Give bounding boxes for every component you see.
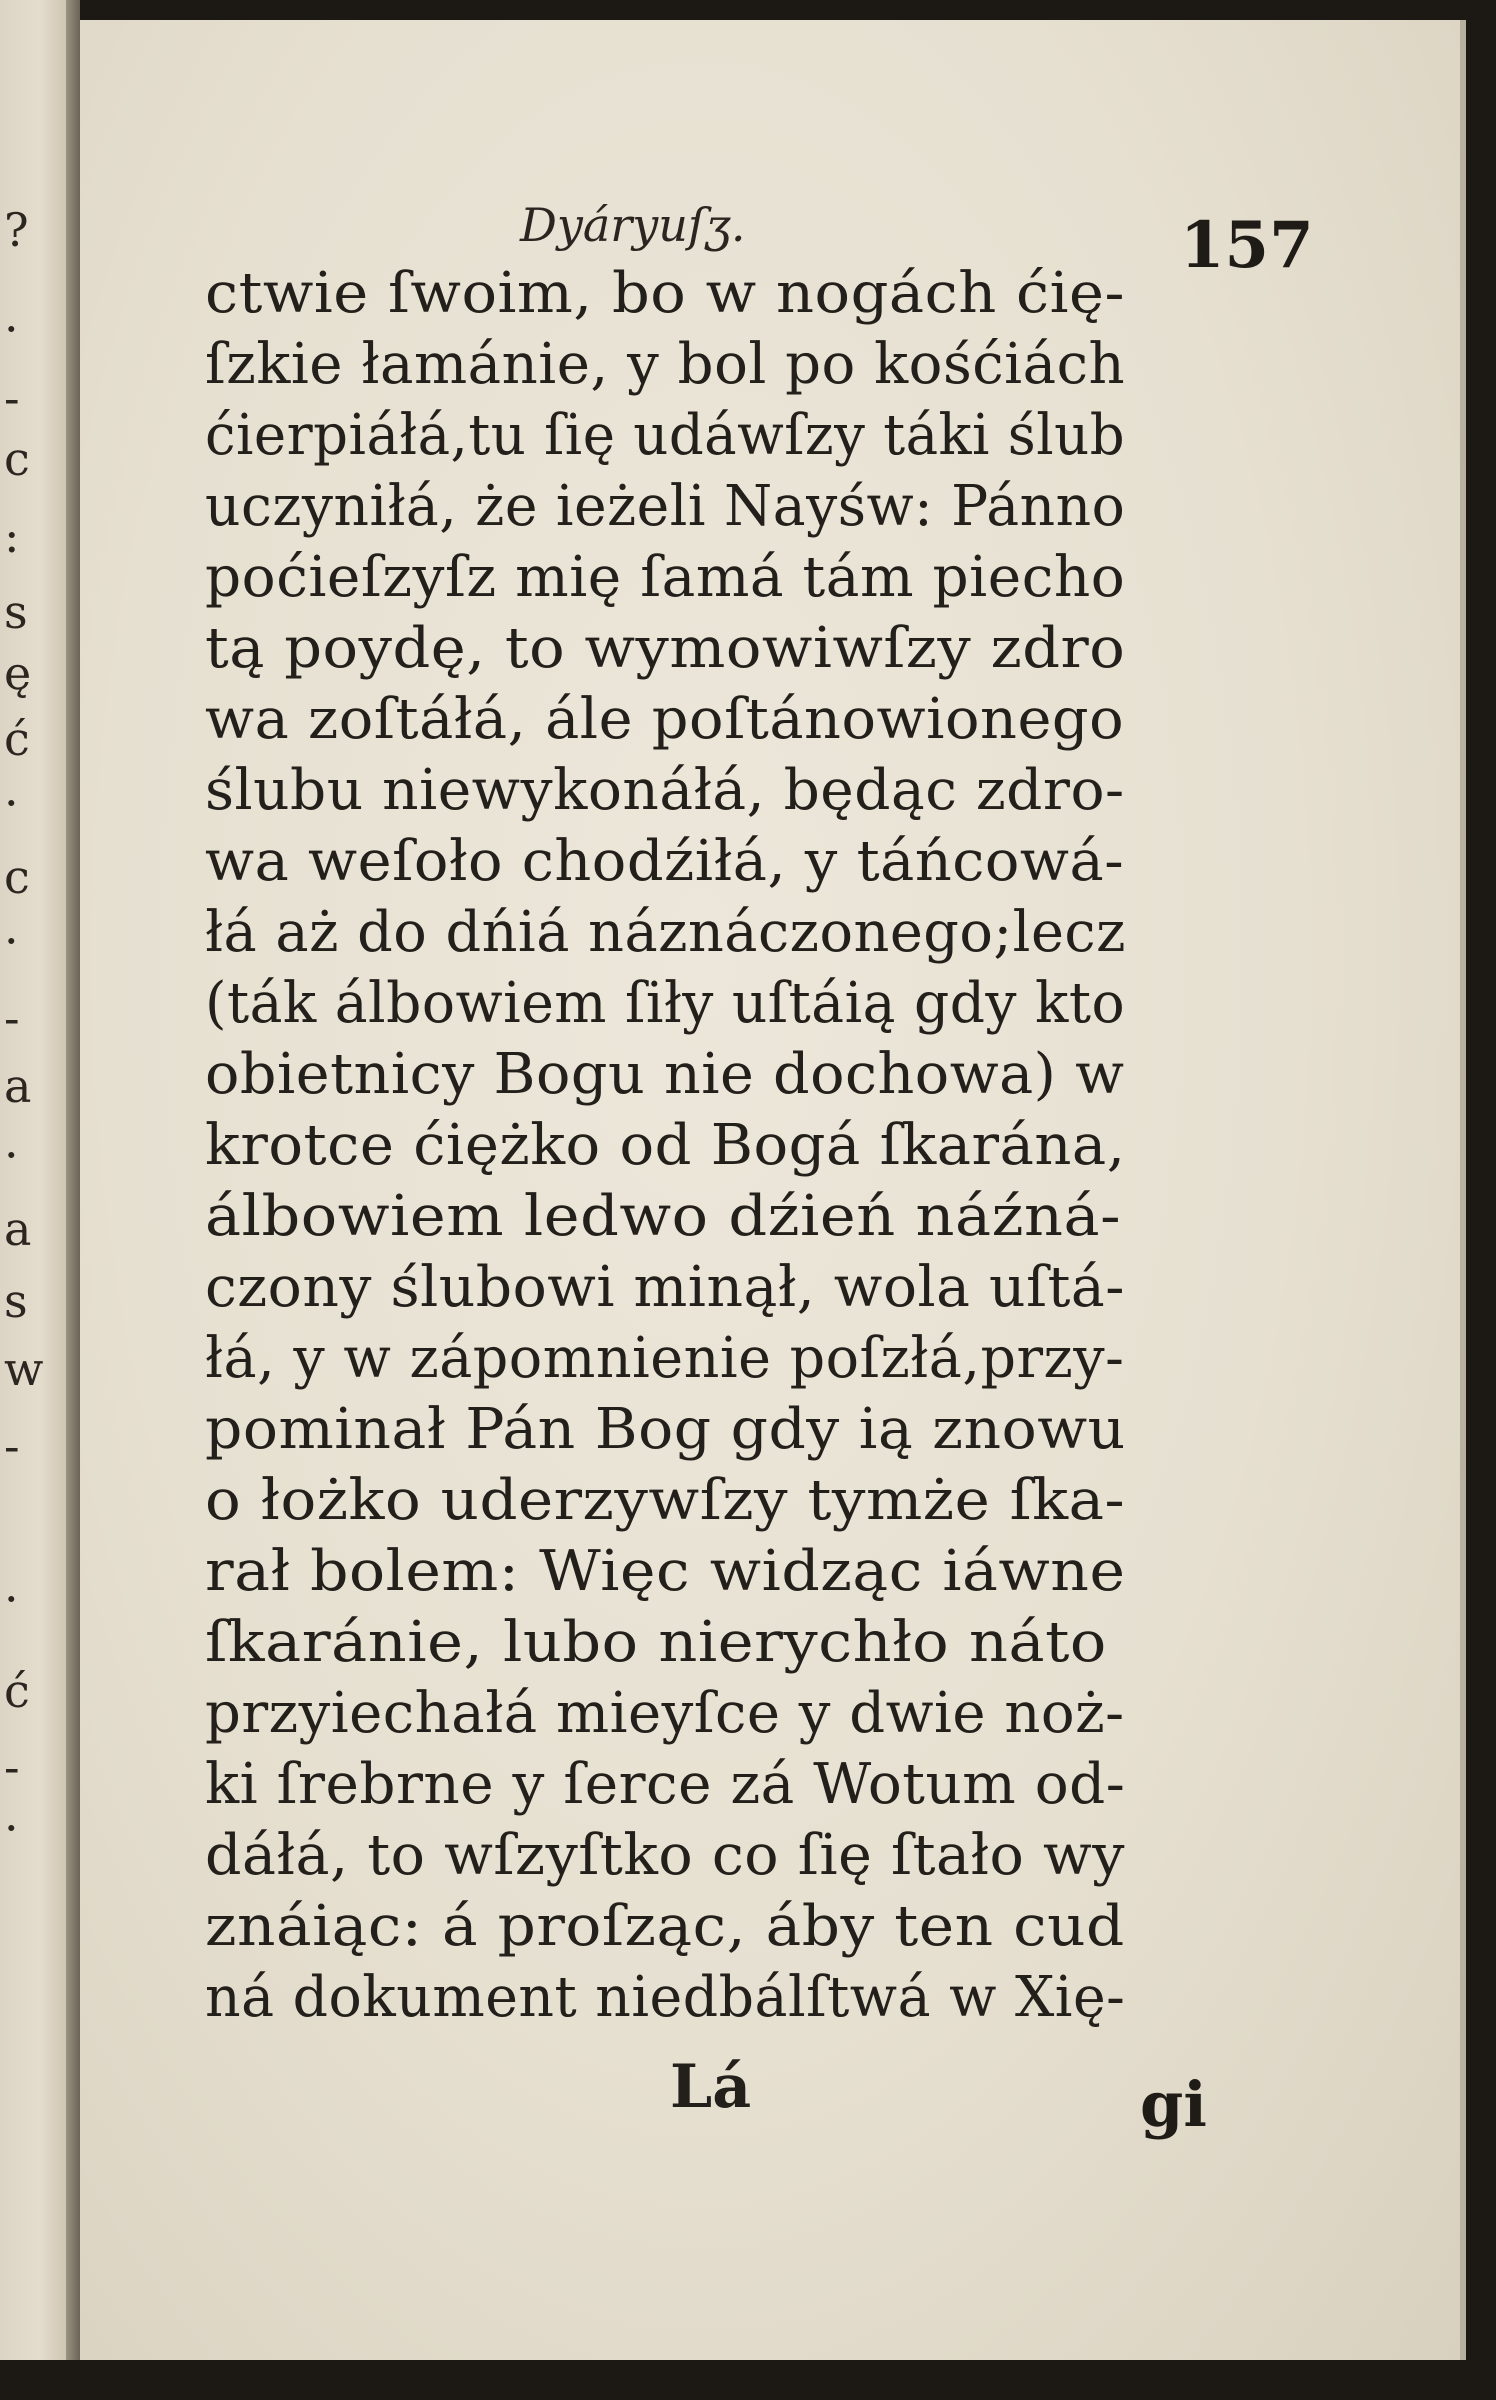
previous-page-fragment: · [4,776,19,831]
text-line: znáiąc: á proſząc, áby ten cud [205,1894,1125,1959]
previous-page-fragment: · [4,302,19,356]
text-line: dáłá, to wſzyſtko co ſię ſtało wy [205,1823,1125,1888]
text-line: pominał Pán Bog gdy ią znowu [205,1397,1126,1462]
previous-page-fragment: - [4,990,20,1045]
previous-page-fragment: : [4,508,20,563]
text-line: obietnicy Bogu nie dochowa) w [205,1042,1125,1107]
previous-page-fragment: ć [4,1663,30,1718]
previous-page-fragment: - [4,1740,20,1795]
previous-page-fragment: · [4,1128,19,1183]
text-line: wa zoſtáłá, ále poſtánowionego [205,687,1125,752]
text-line: krotce ćiężko od Bogá ſkarána, [205,1113,1126,1178]
text-line: łá, y w zápomnienie poſzłá,przy- [205,1326,1125,1391]
previous-page-fragment: a [4,1059,32,1114]
book-gutter [66,0,80,2360]
previous-page-fragment: · [4,1801,19,1856]
text-line: uczyniłá, że ieżeli Nayśw: Pánno [205,474,1126,539]
text-line: ná dokument niedbálſtwá w Xię- [205,1965,1126,2030]
previous-page-fragment: a [4,1201,32,1256]
text-line: łá aż do dńiá náznáczonego;lecz [205,900,1126,965]
previous-page-fragment: ? [4,202,29,257]
text-line: tą poydę, to wymowiwſzy zdro [205,616,1126,681]
text-line: álbowiem ledwo dźień náźná- [205,1184,1122,1249]
text-line: o łożko uderzywſzy tymże ſka- [205,1468,1126,1533]
previous-page-fragment: · [4,914,19,968]
previous-page-fragment: c [4,432,30,487]
page-number: 157 [1180,208,1314,283]
previous-page-fragment: s [4,1273,28,1328]
previous-page-fragment: - [4,1418,20,1473]
text-line: ctwie ſwoim, bo w nogách ćię- [205,261,1125,326]
previous-page-fragment: c [4,849,30,904]
previous-page-fragment: ć [4,712,30,767]
previous-page-fragment: ę [4,646,32,701]
text-line: poćieſzyſz mię ſamá tám piecho [205,545,1126,610]
previous-page-fragment: s [4,585,28,640]
text-line: ślubu niewykonáłá, będąc zdro- [205,758,1125,823]
scan-bottom-edge [0,2360,1496,2400]
signature-mark: Lá [670,2052,752,2122]
text-line: przyiechałá mieyſce y dwie noż- [205,1681,1125,1746]
body-text [205,258,1125,2033]
book-page [80,20,1466,2360]
text-line: ćierpiáłá,tu ſię udáwſzy táki ślub [205,403,1126,468]
text-line: ſkaránie, lubo nierychło náto [205,1610,1107,1675]
text-line: ki ſrebrne y ſerce zá Wotum od- [205,1752,1126,1817]
running-head: Dyáryuſʒ. [520,198,746,252]
catchword: gi [1140,2068,1207,2141]
text-line: ſzkie łamánie, y bol po kośćiách [205,332,1126,397]
previous-page-fragment: - [4,370,20,425]
text-line: rał bolem: Więc widząc iáwne [205,1539,1126,1604]
text-line: czony ślubowi minął, wola uſtá- [205,1255,1125,1320]
page-header [80,170,1466,283]
text-line: (ták álbowiem ſiły uſtáią gdy kto [205,971,1126,1036]
text-line: wa weſoło chodźiłá, y táńcowá- [205,829,1125,894]
previous-page-fragment: · [4,1571,19,1626]
previous-page-edge [0,0,66,2360]
previous-page-fragment: w [4,1342,44,1397]
